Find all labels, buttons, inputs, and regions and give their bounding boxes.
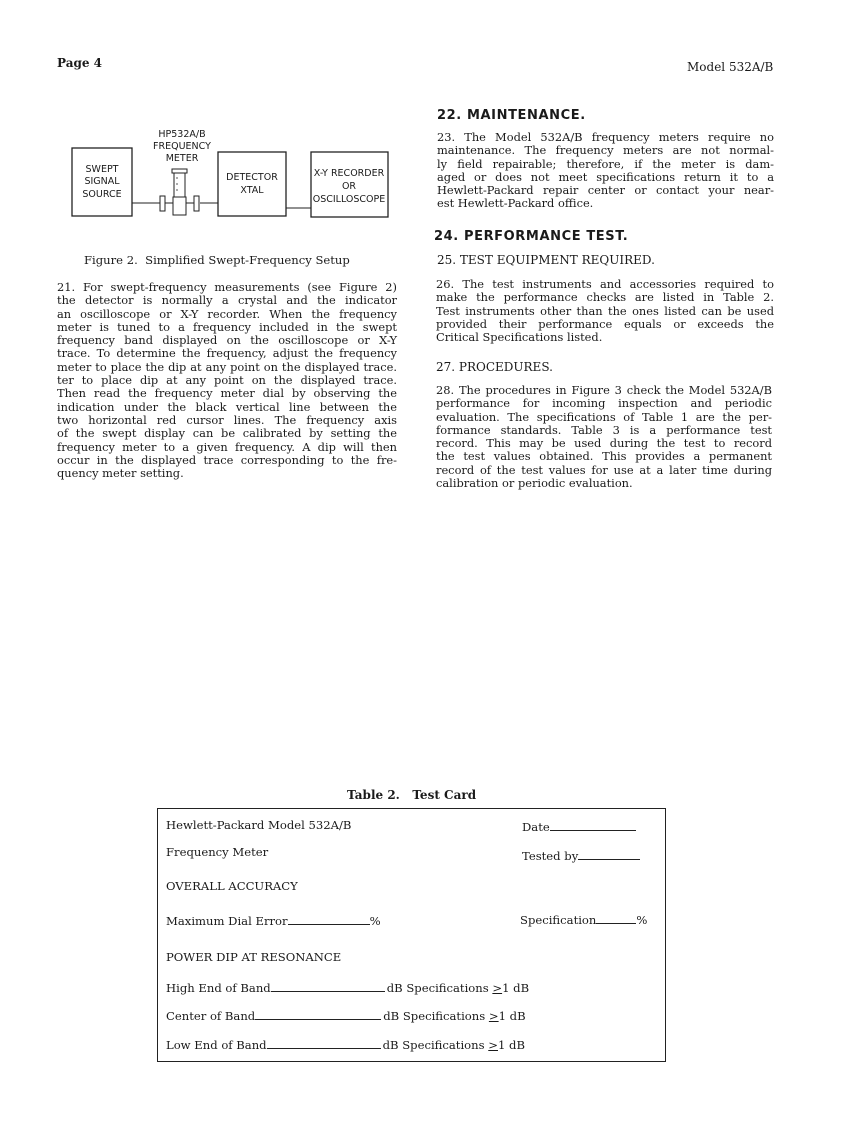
text-line: meter is tuned to a frequency included in the swept (57, 319, 397, 334)
detector-label-2: XTAL (240, 185, 264, 196)
band-label: Center of Band (166, 1009, 256, 1023)
date-label: Date (522, 820, 550, 834)
text-line: quency meter setting. (57, 466, 184, 481)
source-label-1: SWEPT (85, 164, 119, 175)
date-field[interactable] (522, 818, 636, 834)
unit-label: dB Specifications (383, 1009, 486, 1023)
spec-value: 1 dB (497, 1038, 525, 1052)
ge-symbol: > (488, 1009, 499, 1023)
model-label: Hewlett-Packard Model 532A/B (166, 818, 352, 832)
text-line: evaluation. The specifications of Table 1 are the per- (436, 409, 772, 424)
text-line: ly field repairable; therefore, if the meter is dam- (437, 156, 774, 171)
spec-value: 1 dB (502, 981, 530, 995)
heading-test-equipment: 25. TEST EQUIPMENT REQUIRED. (437, 253, 655, 267)
percent-sign: % (636, 913, 648, 927)
tested-by-field[interactable] (522, 847, 640, 863)
paragraph-26 (436, 278, 774, 344)
ge-symbol: > (492, 981, 503, 995)
percent-sign: % (369, 914, 381, 928)
text-line: the test values obtained. This provides a permanent (436, 449, 772, 464)
text-line: formance standards. Table 3 is a performance test (436, 422, 772, 437)
specification-label: Specification (520, 913, 597, 927)
meter-label: Frequency Meter (166, 845, 269, 859)
overall-accuracy-heading: OVERALL ACCURACY (166, 879, 298, 893)
text-line: an oscilloscope or X-Y recorder. When the frequency (57, 306, 397, 321)
text-line: indication under the black vertical line between the (57, 399, 397, 414)
text-line: 26. The test instruments and accessories required to (436, 277, 774, 291)
text-line: make the performance checks are listed in Table 2. (436, 290, 774, 305)
text-line: Hewlett-Packard repair center or contact your near- (437, 183, 774, 198)
max-dial-error-label: Maximum Dial Error (166, 914, 288, 928)
text-line: of the swept display can be calibrated by setting the (57, 426, 397, 441)
heading-performance-test: 24. PERFORMANCE TEST. (434, 229, 629, 244)
source-label-2: SIGNAL (84, 176, 120, 187)
test-card-table (157, 808, 666, 1062)
text-line: two horizontal red cursor lines. The frequency axis (57, 412, 397, 427)
heading-procedures: 27. PROCEDURES. (436, 360, 553, 374)
meter-label-3: METER (165, 153, 199, 164)
power-dip-row[interactable] (166, 979, 529, 995)
text-line: Then read the frequency meter dial by observing the (57, 386, 397, 401)
recorder-label-3: OSCILLOSCOPE (312, 194, 386, 205)
meter-label-2: FREQUENCY (153, 141, 211, 152)
text-line: the detector is normally a crystal and the indicator (57, 293, 397, 308)
paragraph-28 (436, 384, 772, 490)
figure-caption: Figure 2. Simplified Swept-Frequency Setup (84, 253, 350, 267)
specification-field[interactable] (520, 911, 647, 927)
text-line: 28. The procedures in Figure 3 check the Model 532A/B (436, 383, 772, 397)
swept-frequency-diagram (0, 0, 420, 240)
text-line: record. This may be used during the test to record (436, 436, 772, 451)
text-line: record of the test values for use at a later time during (436, 462, 772, 477)
recorder-label-1: X-Y RECORDER (313, 168, 385, 179)
text-line: est Hewlett-Packard office. (437, 196, 594, 211)
paragraph-23 (437, 131, 774, 211)
paragraph-21 (57, 281, 397, 480)
source-label-3: SOURCE (82, 189, 122, 200)
ge-symbol: > (488, 1038, 498, 1052)
power-dip-row[interactable] (166, 1036, 525, 1052)
band-label: High End of Band (166, 981, 271, 995)
spec-value: 1 dB (498, 1009, 526, 1023)
text-line: Test instruments other than the ones listed can be used (436, 303, 774, 318)
model-header: Model 532A/B (687, 60, 774, 74)
text-line: frequency band displayed on the oscilloscope or X-Y (57, 333, 397, 348)
text-line: provided their performance equals or exceeds the (436, 316, 774, 331)
tested-by-label: Tested by (522, 849, 579, 863)
power-dip-heading: POWER DIP AT RESONANCE (166, 950, 342, 964)
band-label: Low End of Band (166, 1038, 267, 1052)
text-line: 23. The Model 532A/B frequency meters require no (437, 130, 774, 144)
text-line: ter to place dip at any point on the displayed trace. (57, 373, 397, 388)
text-line: Critical Specifications listed. (436, 330, 603, 345)
text-line: 21. For swept-frequency measurements (see Figure 2) (57, 280, 397, 294)
text-line: trace. To determine the frequency, adjust the frequency (57, 346, 397, 361)
meter-label-1: HP532A/B (158, 129, 206, 140)
text-line: maintenance. The frequency meters are not normal- (437, 143, 774, 158)
text-line: occur in the displayed trace corresponding to the fre- (57, 452, 397, 467)
text-line: calibration or periodic evaluation. (436, 476, 633, 491)
text-line: frequency meter to a given frequency. A dip will then (57, 439, 397, 454)
power-dip-row[interactable] (166, 1007, 526, 1023)
page-number: Page 4 (57, 56, 103, 70)
text-line: aged or does not meet specifications return it to a (437, 169, 774, 184)
unit-label: dB Specifications (382, 1038, 485, 1052)
frequency-meter-icon (160, 169, 199, 215)
detector-label-1: DETECTOR (226, 172, 278, 183)
max-dial-error-field[interactable] (166, 912, 381, 928)
recorder-label-2: OR (341, 181, 357, 192)
unit-label: dB Specifications (386, 981, 489, 995)
text-line: meter to place the dip at any point on the displayed trace. (57, 359, 397, 374)
text-line: performance for incoming inspection and periodic (436, 396, 772, 411)
table-title: Table 2. Test Card (347, 788, 477, 802)
detector-box (218, 152, 286, 216)
heading-maintenance: 22. MAINTENANCE. (437, 108, 586, 123)
